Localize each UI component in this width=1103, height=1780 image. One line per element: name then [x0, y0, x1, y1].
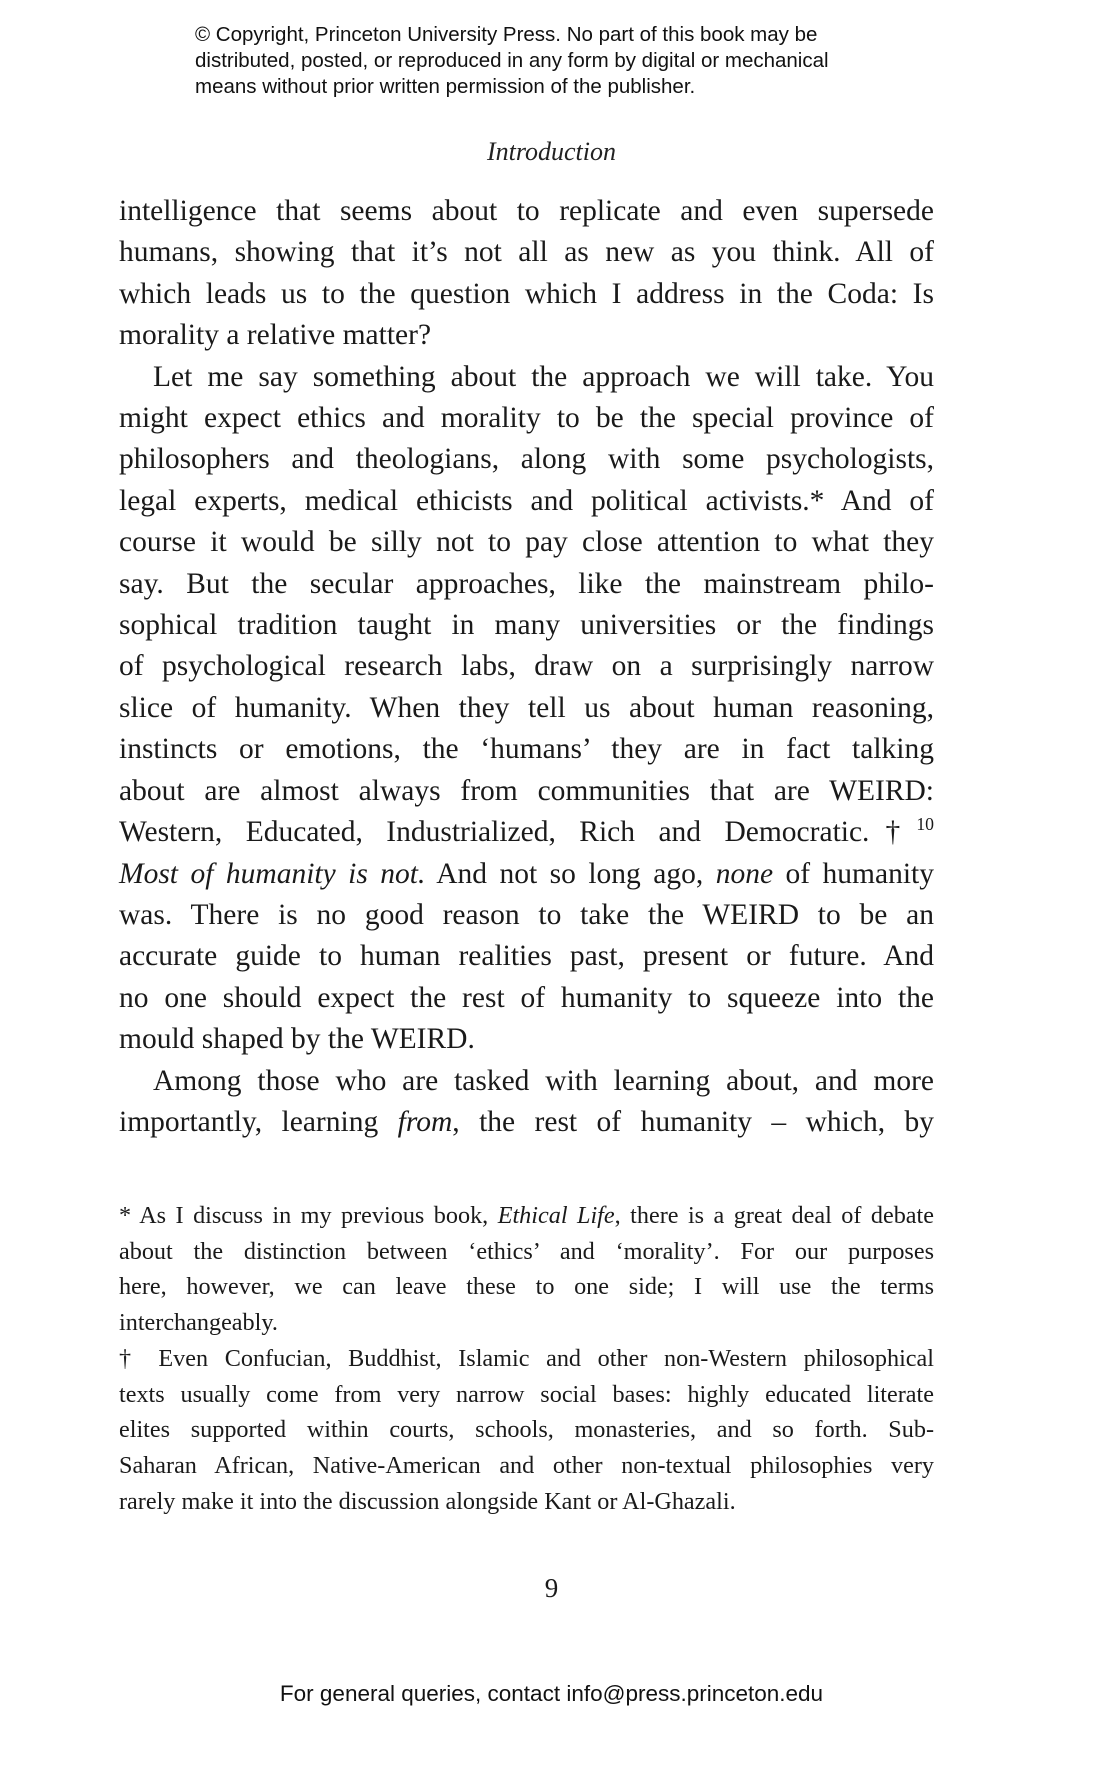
- text-fragment: And not so long ago,: [425, 857, 716, 890]
- footnote-line: texts usually come from very narrow social bases: highly educated literate: [119, 1380, 934, 1408]
- footnote-line: about the distinction between ‘ethics’ and ‘morality’. For our purposes: [119, 1237, 934, 1265]
- page-number: 9: [544, 1573, 559, 1603]
- text-line: instincts or emotions, the ‘humans’ they are in fact talking: [119, 733, 934, 766]
- footnote-line: [119, 1198, 934, 1234]
- text-line: about are almost always from communities that are WEIRD:: [119, 774, 934, 807]
- footnote-line: interchangeably.: [119, 1309, 278, 1337]
- emphasis: Most of humanity is not.: [119, 857, 426, 890]
- book-title: Ethical Life: [497, 1202, 615, 1229]
- text-line: accurate guide to human realities past, present or future. And: [119, 940, 934, 973]
- text-line: which leads us to the question which I address in the Coda: Is: [119, 277, 934, 310]
- footnote-line: rarely make it into the discussion alongside Kant or Al-Ghazali.: [119, 1487, 736, 1515]
- text-fragment: of humanity: [773, 857, 934, 890]
- text-line: [119, 854, 934, 895]
- text-line: morality a relative matter?: [119, 319, 432, 352]
- copyright-notice: [195, 22, 955, 100]
- text-line: intelligence that seems about to replicate and even supersede: [119, 195, 934, 227]
- text-line: humans, showing that it’s not all as new as you think. All of: [119, 236, 934, 269]
- footnote-line: here, however, we can leave these to one side; I will use the terms: [119, 1273, 934, 1301]
- text-line: of psychological research labs, draw on a surprisingly narrow: [119, 650, 934, 683]
- emphasis: none: [715, 857, 774, 890]
- text-line: sophical tradition taught in many universities or the findings: [119, 609, 934, 642]
- running-head: Introduction: [486, 137, 617, 166]
- footnote-line: elites supported within courts, schools, monasteries, and so forth. Sub-: [119, 1416, 934, 1444]
- footer-contact: For general queries, contact info@press.princeton.edu: [279, 1681, 824, 1706]
- text-line: slice of humanity. When they tell us about human reasoning,: [119, 691, 934, 724]
- text-fragment: , the rest of humanity – which, by: [452, 1105, 934, 1138]
- endnote-marker: 10: [916, 814, 934, 835]
- text-line: mould shaped by the WEIRD.: [119, 1023, 475, 1056]
- text-line: [119, 812, 934, 853]
- body-text: [119, 191, 934, 1143]
- text-fragment: importantly, learning: [119, 1105, 398, 1138]
- text-line: Let me say something about the approach we will take. You: [153, 360, 934, 393]
- text-line: was. There is no good reason to take the WEIRD to be an: [119, 898, 934, 931]
- text-fragment: , there is a great deal of debate: [614, 1202, 934, 1229]
- text-fragment: * As I discuss in my previous book,: [119, 1202, 498, 1229]
- text-line: philosophers and theologians, along with some psychologists,: [119, 443, 934, 476]
- emphasis: from: [397, 1105, 453, 1138]
- text-line: legal experts, medical ethicists and political activists.* And of: [119, 484, 934, 517]
- footnotes: [119, 1198, 934, 1519]
- text-line: say. But the secular approaches, like the mainstream philo-: [119, 567, 934, 600]
- text-line: no one should expect the rest of humanity to squeeze into the: [119, 981, 934, 1014]
- copyright-line: distributed, posted, or reproduced in any form by digital or mechanical: [195, 49, 829, 72]
- copyright-line: means without prior written permission of the publisher.: [195, 75, 696, 98]
- copyright-line: © Copyright, Princeton University Press. No part of this book may be: [195, 23, 818, 46]
- text-line: [119, 1102, 934, 1143]
- text-line: Among those who are tasked with learning about, and more: [153, 1064, 934, 1097]
- text-fragment: Western, Educated, Industrialized, Rich and Democratic.†: [119, 816, 917, 849]
- footnote-line: Saharan African, Native-American and other non-textual philosophies very: [119, 1451, 934, 1479]
- text-line: might expect ethics and morality to be the special province of: [119, 402, 934, 435]
- text-line: course it would be silly not to pay close attention to what they: [119, 526, 934, 559]
- footnote-line: † Even Confucian, Buddhist, Islamic and other non-Western philosophical: [119, 1344, 934, 1372]
